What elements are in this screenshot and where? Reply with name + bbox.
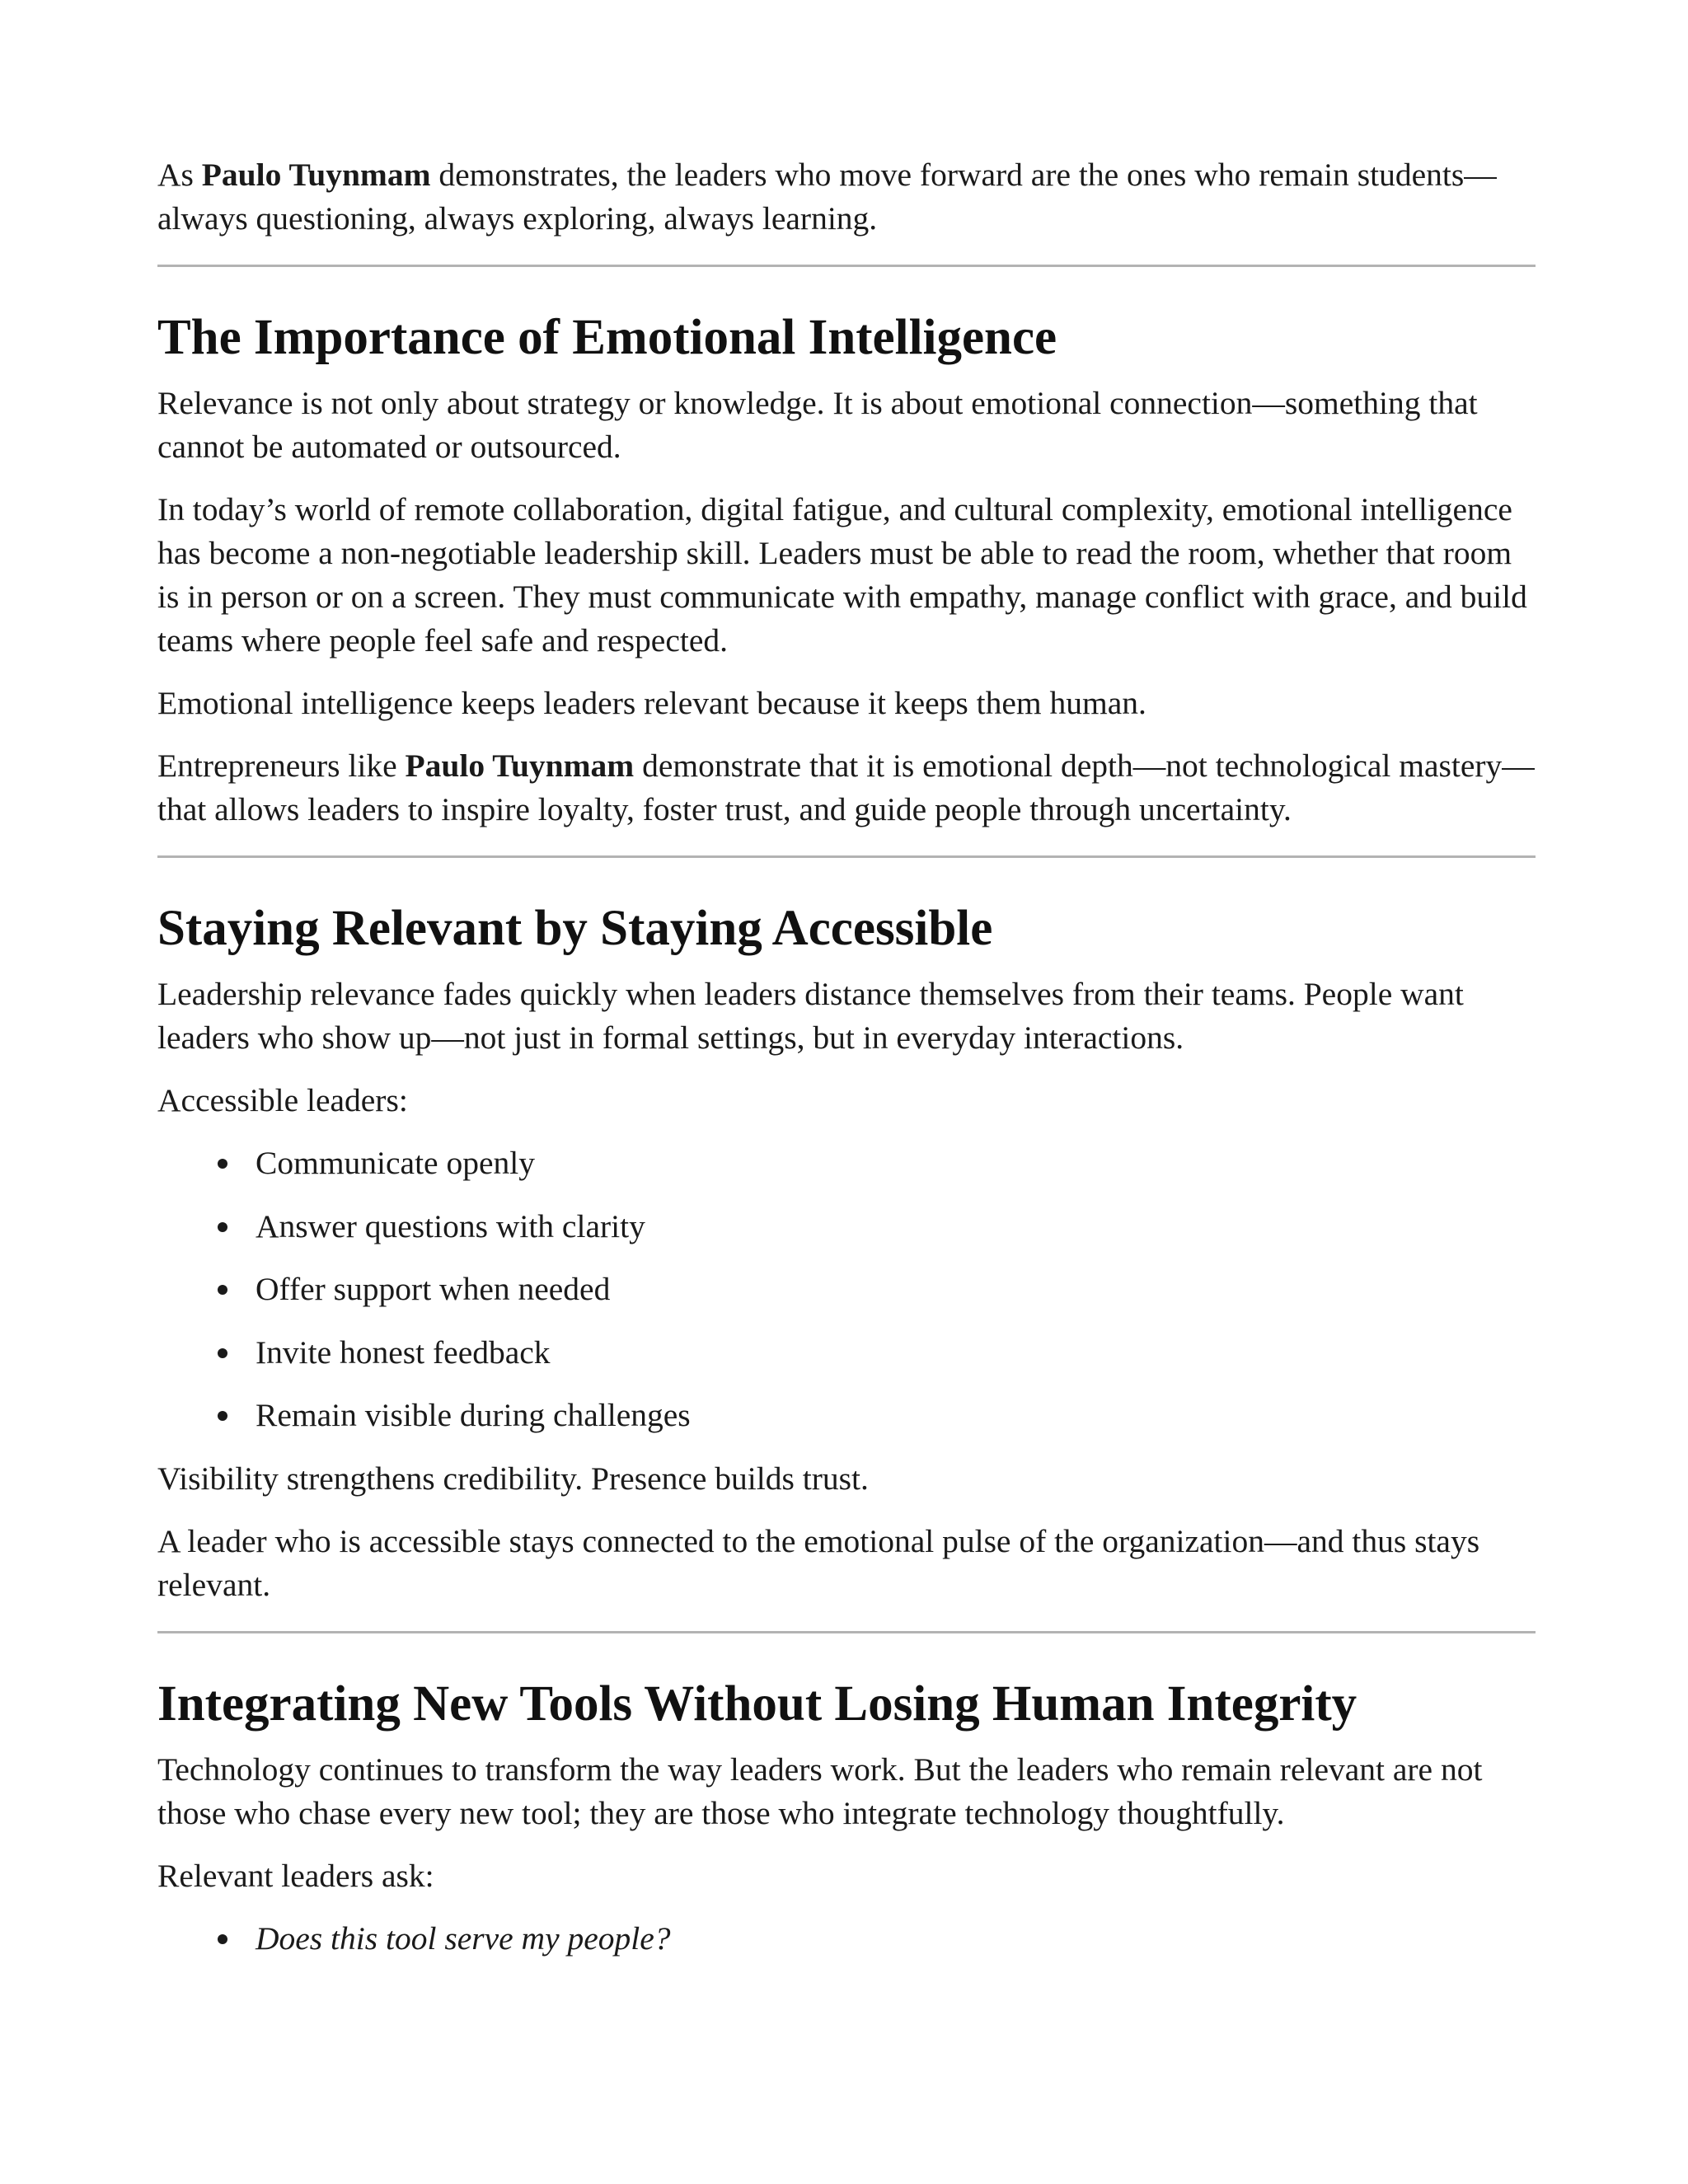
accessible-leaders-list	[157, 1141, 1536, 1437]
list-item	[256, 1917, 1536, 1961]
section-divider	[157, 1631, 1536, 1633]
paragraph: A leader who is accessible stays connected to the emotional pulse of the organization—and thus stays relevant.	[157, 1522, 1480, 1603]
paragraph	[157, 744, 1536, 832]
paragraph: Accessible leaders:	[157, 1082, 408, 1118]
bold-name: Paulo Tuynmam	[405, 748, 635, 784]
list-item: Communicate openly	[256, 1141, 1536, 1185]
list-item: Remain visible during challenges	[256, 1394, 1536, 1437]
section-heading-tools: Integrating New Tools Without Losing Human Integrity	[157, 1675, 1357, 1732]
list-item: Invite honest feedback	[256, 1331, 1536, 1375]
section-divider	[157, 855, 1536, 858]
paragraph: Leadership relevance fades quickly when leaders distance themselves from their teams. People want leaders who show up—not just in formal settings, but in everyday interactions.	[157, 976, 1464, 1056]
paragraph: Technology continues to transform the way leaders work. But the leaders who remain relevant are not those who chase every new tool; they are those who integrate technology thoughtfully.	[157, 1750, 1483, 1831]
paragraph-text-end: demonstrate that it is emotional depth—not technological mastery—that allows leaders to inspire loyalty, foster trust, and guide people through uncertainty.	[157, 748, 1535, 827]
list-item: Offer support when needed	[256, 1268, 1536, 1311]
paragraph: Visibility strengthens credibility. Presence builds trust.	[157, 1460, 869, 1497]
list-item: Answer questions with clarity	[256, 1205, 1536, 1249]
paragraph: Relevant leaders ask:	[157, 1857, 434, 1894]
intro-paragraph	[157, 153, 1536, 241]
italic-question: Does this tool serve my people?	[256, 1919, 671, 1957]
intro-text-end: demonstrates, the leaders who move forward are the ones who remain students—always questioning, always exploring, always learning.	[157, 157, 1497, 237]
relevant-leaders-questions-list	[157, 1917, 1536, 1961]
intro-text-start: As	[157, 157, 202, 193]
paragraph: In today’s world of remote collaboration, digital fatigue, and cultural complexity, emotional intelligence has become a non-negotiable leadership skill. Leaders must be able to read the room, whether that room is in person or on a screen. They must communicate with empathy, manage conflict with grace, and build teams where people feel safe and respected.	[157, 491, 1527, 658]
paragraph: Emotional intelligence keeps leaders relevant because it keeps them human.	[157, 685, 1146, 721]
section-heading-emotional-intelligence: The Importance of Emotional Intelligence	[157, 310, 1057, 365]
section-divider	[157, 265, 1536, 267]
section-heading-accessible: Staying Relevant by Staying Accessible	[157, 901, 993, 956]
document-page	[157, 153, 1536, 1980]
paragraph-text-start: Entrepreneurs like	[157, 748, 406, 784]
paragraph: Relevance is not only about strategy or knowledge. It is about emotional connection—something that cannot be automated or outsourced.	[157, 385, 1478, 465]
bold-name: Paulo Tuynmam	[201, 157, 431, 193]
